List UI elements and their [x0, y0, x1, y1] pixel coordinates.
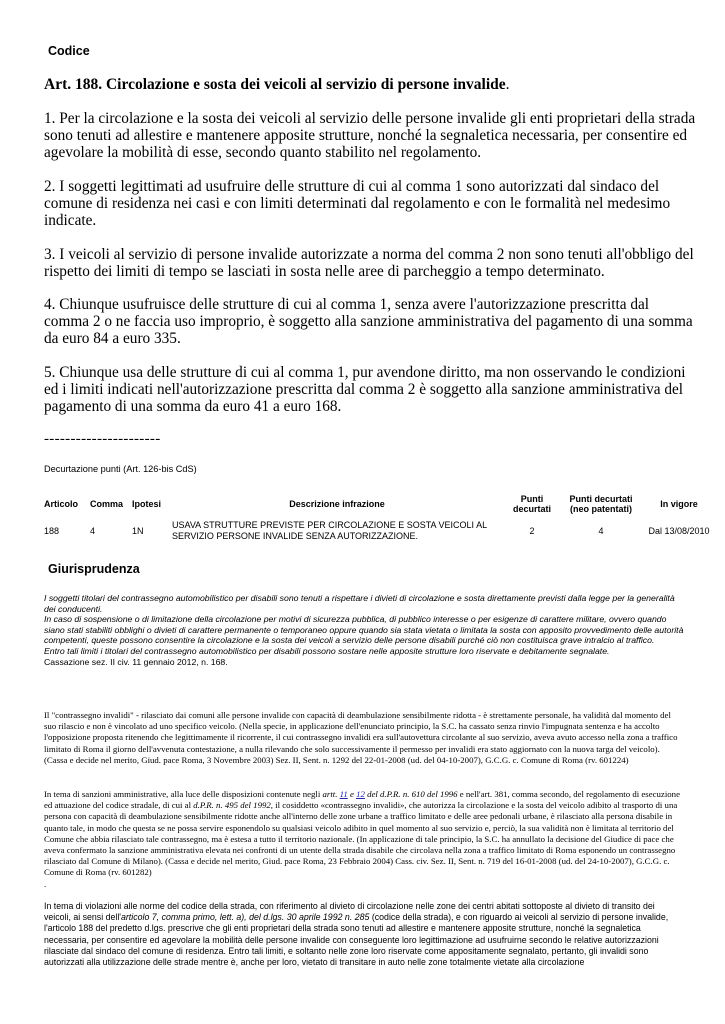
massima-1-line-1: I soggetti titolari del contrassegno automobilistico per disabili sono tenuti a rispettare i divieti di circolazione e sosta direttamente previsti dalla legge per la generalità dei conducenti.	[44, 593, 675, 614]
cell-punti: 2	[529, 525, 535, 536]
comma-4: 4. Chiunque usufruisce delle strutture di cui al comma 1, senza avere l'autorizzazione prescritta dal comma 2 o ne faccia uso improprio, è soggetto alla sanzione amministrativa del pagamento di una somma da euro 84 a euro 335.	[44, 296, 693, 348]
cell-comma: 4	[90, 525, 96, 536]
col-punti-neo-line1: Punti decurtati	[569, 494, 633, 504]
massima-1-line-3: Entro tali limiti i titolari del contrassegno automobilistico per disabili possono sostare nelle apposite strutture loro riservate e debitamente segnalate.	[44, 645, 610, 656]
col-comma: Comma	[90, 499, 124, 509]
cell-articolo: 188	[44, 525, 60, 536]
text-divider: ----------------------	[44, 431, 161, 447]
massima-1-source: Cassazione sez. II civ. 11 gennaio 2012, n. 168.	[44, 656, 228, 667]
col-punti-neo-line2: (neo patentati)	[570, 504, 632, 514]
massima-3-dpr-495: d.P.R. n. 495 del 1992	[193, 800, 271, 811]
giurisprudenza-heading: Giurisprudenza	[48, 562, 140, 576]
col-punti-line1: Punti	[520, 494, 544, 504]
table-header-row	[40, 492, 716, 516]
massima-4-text-2: (codice della strada), e con riguardo ai veicoli al servizio di persone invalide, l'articolo 188 del predetto d.lgs. prescrive che gli enti proprietari della strada sono tenuti ad allestire e mantenere apposite strutture, nonché la segnaletica necessaria, per consentire ed agevolare la mobilità delle persone invalide con conseguente loro legittimazione ad usufruirne secondo le relative autorizzazioni rilasciate dal sindaco del comune di residenza. Entro tali limiti, e soltanto nelle zone loro riservate come appositamente segnalato, pertanto, gli invalidi sono autorizzati alla utilizzazione delle strade mentre è, anche per loro, vietato di transitare in auto nelle zone totalmente vietate alla circolazione	[44, 912, 669, 968]
comma-1: 1. Per la circolazione e la sosta dei veicoli al servizio delle persone invalide gli enti proprietari della strada sono tenuti ad allestire e mantenere apposite strutture, nonché la segnaletica necessaria, per consentire ed agevolare la mobilità di esse, secondo quanto stabilito nel regolamento.	[44, 110, 696, 162]
col-vigore: In vigore	[660, 499, 698, 509]
decurtazione-title: Decurtazione punti (Art. 126-bis CdS)	[44, 464, 197, 474]
cell-punti-neo: 4	[598, 525, 604, 536]
massima-3-artt: artt.	[322, 789, 340, 799]
massima-2: Il "contrassegno invalidi" - rilasciato dai comuni alle persone invalide con capacità di deambulazione sensibilmente ridotta - è strettamente personale, ha validità dal momento del suo rilascio e non è vincolato ad uno specifico veicolo. (Nella specie, in applicazione dell'enunciato principio, la S.C. ha cassato senza rinvio l'impugnata sentenza e ha accolto l'opposizione proposta ritenendo che legittimamente il ricorrente, il cui contrassegno invalidi era sull'autovettura circolante al suo servizio, aveva avuto accesso nella zona a traffico limitato di Roma il giorno dell'avvenuta contestazione, a nulla rilevando che solo successivamente il permesso per invalidi era stato aggiornato con la nuova targa del veicolo). (Cassa e decide nel merito, Giud. pace Roma, 3 Novembre 2003) Sez. II, Sent. n. 1292 del 22-01-2008 (ud. del 04-10-2007), G.C.G. c. Comune di Roma (rv. 601224)	[44, 710, 678, 765]
article-title	[44, 76, 694, 94]
comma-3: 3. I veicoli al servizio di persone invalide autorizzate a norma del comma 2 non sono tenuti all'obbligo del rispetto dei limiti di tempo se lasciati in sosta nelle aree di parcheggio a tempo determinato.	[44, 246, 694, 281]
col-punti-line2: decurtati	[512, 504, 551, 514]
massima-4-text-1: In tema di violazioni alle norme del codice della strada, con riferimento al divieto di circolazione nelle zone dei centri abitati sottoposte al divieto di transito dei veicoli, ai sensi dell'	[44, 901, 655, 923]
massima-3-text-2: e nell'art. 381, comma secondo, del regolamento di esecuzione ed attuazione del codice stradale, di cui al	[44, 789, 680, 811]
cell-descrizione: USAVA STRUTTURE PREVISTE PER CIRCOLAZIONE E SOSTA VEICOLI AL SERVIZIO PERSONE INVALIDE SENZA AUTORIZZAZIONE.	[172, 520, 487, 541]
massima-3-text-3: , il cosiddetto «contrassegno invalidi», che autorizza la circolazione e la sosta del veicolo adibito al trasporto di una persona con capacità di deambulazione sensibilmente ridotte anche all'interno delle zone urbane a traffico limitato e delle aree pedonali urbane, è rilasciato alla persona disabile in quanto tale, in modo che questa se ne possa servire esponendolo su qualsiasi veicolo adibito in quel momento al suo servizio e, perciò, la sua validità non è limitata al territorio del Comune che abbia rilasciato tale contrassegno, ma è estesa a tutto il territorio nazionale. (In applicazione di tale principio, la S.C. ha annullato la decisione del Giudice di pace che aveva confermato la sanzione amministrativa elevata nei confronti di un utente della strada disabile che circolava nella zona a traffico limitato di Roma esponendo un contrassegno rilasciato dal Comune di Milano). (Cassa e decide nel merito, Giud. pace Roma, 23 Febbraio 2004) Cass. civ. Sez. II, Sent. n. 719 del 16-01-2008 (ud. del 24-10-2007), G.C.G. c. Comune di Roma (rv. 601282)	[44, 800, 678, 878]
article-title-text: Art. 188. Circolazione e sosta dei veicoli al servizio di persone invalide	[44, 76, 506, 93]
comma-5: 5. Chiunque usa delle strutture di cui al comma 1, pur avendone diritto, ma non osservando le condizioni ed i limiti indicati nell'autorizzazione prescritta dal comma 2 è soggetto alla sanzione amministrativa del pagamento di una somma da euro 41 a euro 168.	[44, 364, 686, 416]
col-articolo: Articolo	[44, 499, 79, 509]
massima-3-text-1: In tema di sanzioni amministrative, alla luce delle disposizioni contenute negli	[44, 789, 323, 799]
massima-3	[44, 789, 684, 890]
massima-1-line-2: In caso di sospensione o di limitazione della circolazione per motivi di sicurezza pubblica, di pubblico interesse o per esigenze di carattere militare, ovvero quando siano stati stabiliti obblighi o divieti di carattere permanente o temporaneo oppure quando sia stata vietata o limitata la sosta con apposito provvedimento delle autorità competenti, queste possono consentire la circolazione e la sosta dei veicoli a servizio delle persone disabili purché ciò non costituisca grave intralcio al traffico.	[44, 614, 684, 646]
col-descrizione: Descrizione infrazione	[289, 499, 385, 509]
col-punti-neo	[560, 492, 642, 516]
table-row	[40, 516, 716, 545]
cell-vigore: Dal 13/08/2010	[648, 525, 710, 536]
massima-3-dpr-610: del d.P.R. n. 610 del 1996	[364, 789, 458, 799]
article-title-period: .	[505, 76, 510, 93]
link-art-11[interactable]: 11	[339, 789, 348, 799]
link-art-12[interactable]: 12	[356, 789, 365, 799]
col-punti	[504, 492, 560, 516]
massima-3-e: e	[347, 789, 357, 799]
comma-2: 2. I soggetti legittimati ad usufruire delle strutture di cui al comma 1 sono autorizzati dal sindaco del comune di residenza nei casi e con limiti determinati dal regolamento e con le formalità nel medesimo indicate.	[44, 178, 671, 230]
massima-4-ref: articolo 7, comma primo, lett. a), del d.lgs. 30 aprile 1992 n. 285	[120, 912, 370, 923]
massima-4	[44, 901, 684, 968]
massima-3-dot: .	[44, 878, 47, 889]
col-ipotesi: Ipotesi	[132, 499, 162, 509]
decurtazione-table	[40, 492, 716, 545]
cell-ipotesi: 1N	[132, 525, 144, 536]
codice-heading: Codice	[48, 44, 90, 58]
massima-1	[44, 593, 684, 667]
